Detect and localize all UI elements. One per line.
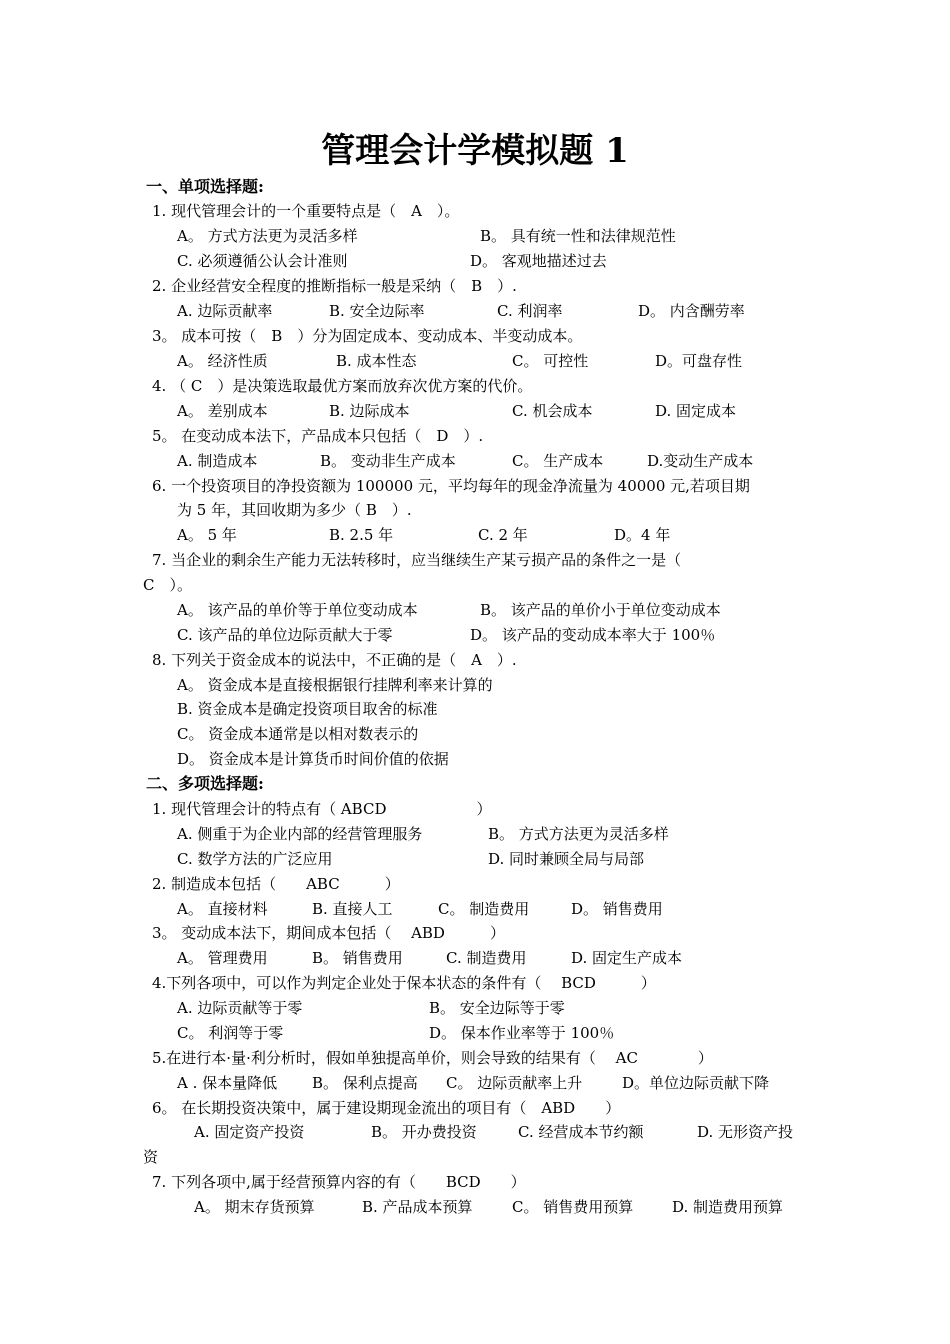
option-c: C. 2 年: [478, 526, 528, 544]
option-b: B. 2.5 年: [329, 526, 394, 544]
option-c: C。 可控性: [512, 352, 589, 370]
option-a: A。 差别成本: [177, 402, 268, 420]
option-d: D。 内含酬劳率: [638, 302, 745, 320]
option-a: A。 直接材料: [177, 900, 268, 918]
option-a: A. 边际贡献率: [177, 302, 273, 320]
option-c: C. 数学方法的广泛应用: [177, 850, 333, 868]
question-text-continued: C ）。: [143, 576, 192, 594]
option-a: A. 固定资产投资: [194, 1123, 305, 1141]
option-a: A。 期末存货预算: [194, 1198, 315, 1216]
option-a: A。 管理费用: [177, 949, 268, 967]
option-d: D。4 年: [614, 526, 671, 544]
option-d: D。 保本作业率等于 100％: [429, 1024, 615, 1042]
option-a: A. 边际贡献等于零: [177, 999, 303, 1017]
question-text: 3。 成本可按（ B ）分为固定成本、变动成本、半变动成本。: [152, 327, 583, 345]
question-text: 4. （ C ）是决策选取最优方案而放弃次优方案的代价。: [152, 377, 533, 395]
option-b: B。 该产品的单价小于单位变动成本: [480, 601, 721, 619]
section-heading-single-choice: 一、单项选择题:: [146, 177, 264, 196]
option-b: B. 产品成本预算: [362, 1198, 473, 1216]
option-b: B。 方式方法更为灵活多样: [488, 825, 669, 843]
option-c: C。 资金成本通常是以相对数表示的: [177, 725, 419, 743]
option-c: C。 生产成本: [512, 452, 604, 470]
option-b: B。 保利点提高: [312, 1074, 418, 1092]
option-b: B。 开办费投资: [371, 1123, 477, 1141]
option-d: D. 无形资产投: [697, 1123, 794, 1141]
option-d: D。单位边际贡献下降: [622, 1074, 770, 1092]
option-a: A. 侧重于为企业内部的经营管理服务: [177, 825, 423, 843]
question-text: 1. 现代管理会计的一个重要特点是（ A ）。: [152, 202, 460, 220]
option-d: D. 制造费用预算: [672, 1198, 784, 1216]
option-a: A. 制造成本: [177, 452, 258, 470]
document-title: 管理会计学模拟题 1: [321, 131, 629, 171]
option-b: B. 安全边际率: [329, 302, 425, 320]
question-text: 6。 在长期投资决策中，属于建设期现金流出的项目有（ ABD ）: [152, 1099, 621, 1117]
question-text: 7. 下列各项中,属于经营预算内容的有（ BCD ）: [152, 1173, 526, 1191]
question-text: 2. 制造成本包括（ ABC ）: [152, 875, 400, 893]
option-d: D.变动生产成本: [647, 452, 754, 470]
option-c: C。 利润等于零: [177, 1024, 284, 1042]
option-b: B。 销售费用: [312, 949, 403, 967]
option-b: B。 具有统一性和法律规范性: [480, 227, 676, 245]
option-d: D. 固定成本: [655, 402, 737, 420]
question-text: 5.在进行本·量·利分析时，假如单独提高单价，则会导致的结果有（ AC ）: [152, 1049, 713, 1067]
question-text: 3。 变动成本法下，期间成本包括（ ABD ）: [152, 924, 505, 942]
option-c: C. 经营成本节约额: [518, 1123, 644, 1141]
option-b: B. 直接人工: [312, 900, 393, 918]
option-b: B. 成本性态: [336, 352, 417, 370]
option-c: C. 该产品的单位边际贡献大于零: [177, 626, 393, 644]
option-d: D. 同时兼顾全局与局部: [488, 850, 645, 868]
option-d: D。 资金成本是计算货币时间价值的依据: [177, 750, 449, 768]
section-heading-multiple-choice: 二、多项选择题:: [146, 774, 264, 793]
option-a: A。 该产品的单价等于单位变动成本: [177, 601, 418, 619]
option-a: A。 资金成本是直接根据银行挂牌利率来计算的: [177, 676, 493, 694]
option-b: B。 安全边际等于零: [429, 999, 565, 1017]
option-b: B. 边际成本: [329, 402, 410, 420]
option-c: C. 制造费用: [446, 949, 527, 967]
option-c: C。 制造费用: [438, 900, 530, 918]
option-d: D。 销售费用: [571, 900, 663, 918]
question-text: 4.下列各项中，可以作为判定企业处于保本状态的条件有（ BCD ）: [152, 974, 656, 992]
option-c: C. 必须遵循公认会计准则: [177, 252, 348, 270]
question-text: 8. 下列关于资金成本的说法中，不正确的是（ A ）.: [152, 651, 517, 669]
option-c: C。 边际贡献率上升: [446, 1074, 583, 1092]
question-text-continued: 为 5 年，其回收期为多少（ B ）.: [177, 501, 412, 519]
question-text: 1. 现代管理会计的特点有（ ABCD ）: [152, 800, 492, 818]
option-a: A。 5 年: [177, 526, 237, 544]
option-c: C. 机会成本: [512, 402, 593, 420]
option-a: A。 方式方法更为灵活多样: [177, 227, 358, 245]
option-c: C。 销售费用预算: [512, 1198, 634, 1216]
option-d: D。可盘存性: [655, 352, 743, 370]
option-c: C. 利润率: [497, 302, 563, 320]
option-a: A . 保本量降低: [177, 1074, 278, 1092]
question-text: 5。 在变动成本法下，产品成本只包括（ D ）.: [152, 427, 484, 445]
option-d: D。 该产品的变动成本率大于 100％: [470, 626, 716, 644]
option-a: A。 经济性质: [177, 352, 268, 370]
question-text: 6. 一个投资项目的净投资额为 100000 元，平均每年的现金净流量为 40000 元,若项目期: [152, 477, 750, 495]
option-d: D。 客观地描述过去: [470, 252, 607, 270]
option-b: B. 资金成本是确定投资项目取舍的标准: [177, 700, 438, 718]
question-text: 7. 当企业的剩余生产能力无法转移时，应当继续生产某亏损产品的条件之一是（: [152, 551, 682, 569]
option-d: D. 固定生产成本: [571, 949, 683, 967]
option-d-continued: 资: [143, 1148, 159, 1166]
option-b: B。 变动非生产成本: [320, 452, 456, 470]
question-text: 2. 企业经营安全程度的推断指标一般是采纳（ B ）.: [152, 277, 517, 295]
